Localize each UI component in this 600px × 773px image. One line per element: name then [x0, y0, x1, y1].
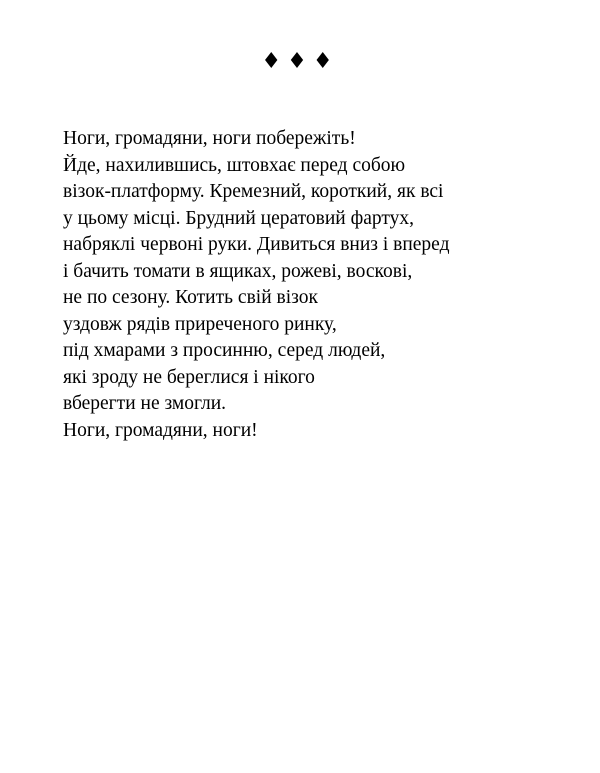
- poem-line: які зроду не береглися і нікого: [63, 366, 315, 388]
- poem-line: набряклі червоні руки. Дивиться вниз і вперед: [63, 234, 450, 255]
- poem-line: не по сезону. Котить свій візок: [63, 287, 318, 308]
- poem-stanza: [63, 126, 583, 444]
- poem-line: і бачить томати в ящиках, рожеві, воскові,: [63, 260, 413, 282]
- poem-line: вберегти не змогли.: [63, 393, 227, 414]
- poem-line: візок-платформу. Кремезний, короткий, як всі: [63, 181, 444, 202]
- poem-line: Йде, нахилившись, штовхає перед собою: [63, 154, 406, 176]
- poem-line: у цьому місці. Брудний цератовий фартух,: [63, 207, 415, 229]
- poem-line: уздовж рядів приреченого ринку,: [63, 313, 337, 335]
- poem-line: під хмарами з просинню, серед людей,: [63, 340, 386, 361]
- poem-line: Ноги, громадяни, ноги побережіть!: [63, 128, 356, 149]
- section-divider-ornament: ♦♦♦: [261, 49, 339, 74]
- poem-line: Ноги, громадяни, ноги!: [63, 419, 258, 441]
